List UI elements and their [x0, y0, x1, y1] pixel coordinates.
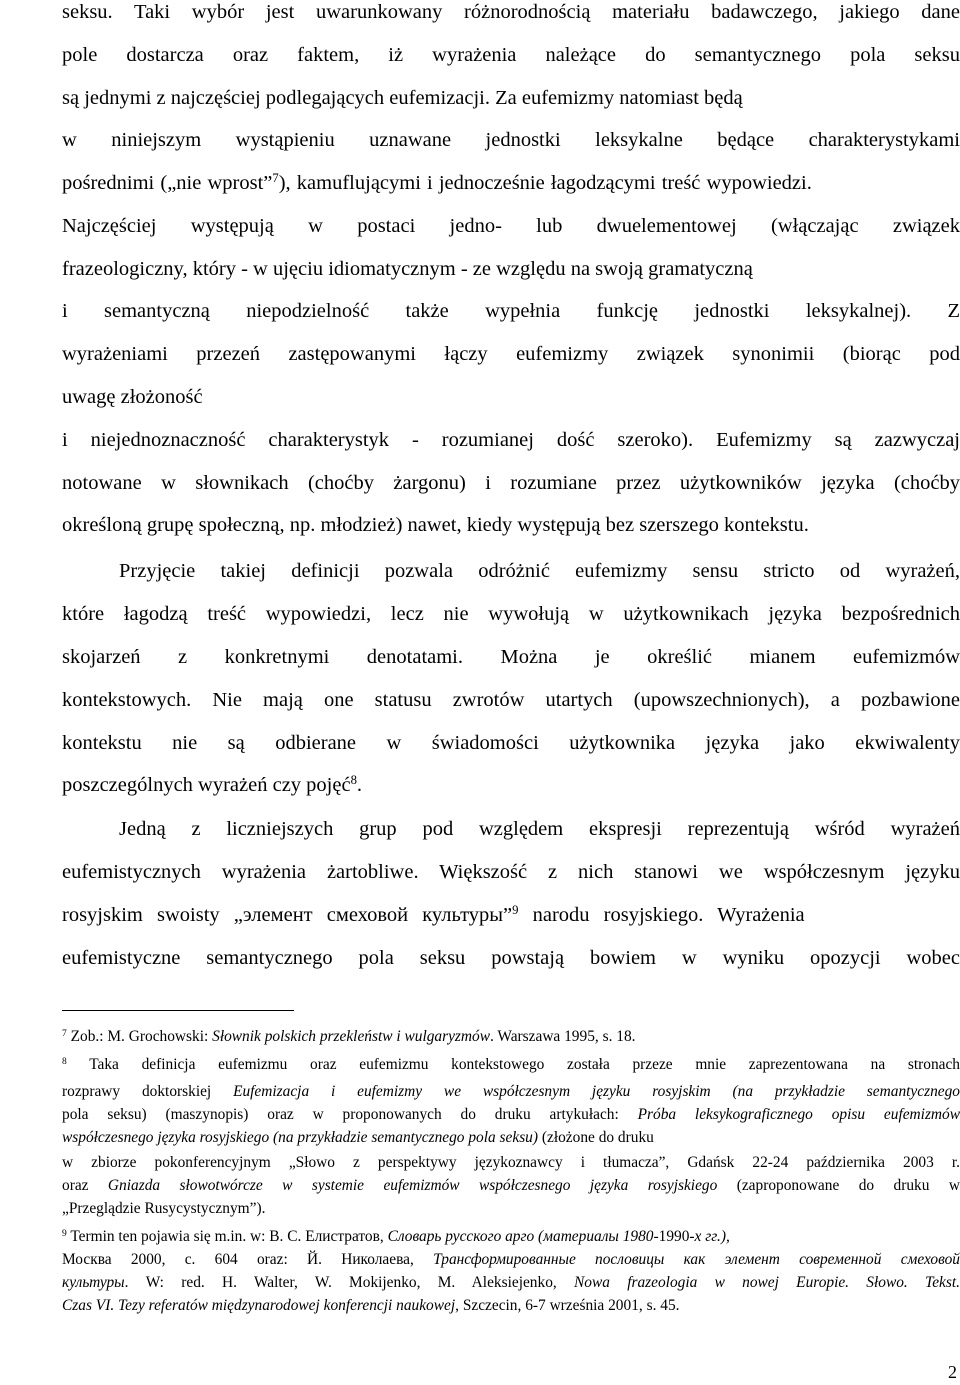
body-text: pośrednimi („nie wprost” — [62, 172, 273, 194]
footnote-9 — [62, 1227, 960, 1246]
body-line: określoną grupę społeczną, np. młodzież) nawet, kiedy występują bez szerszego kontekstu. — [62, 514, 809, 536]
body-line: pole dostarcza oraz faktem, iż wyrażenia należące do semantycznego pola seksu — [62, 44, 960, 66]
footnote-title: х гг.), — [694, 1228, 730, 1245]
footnote-line — [62, 1082, 960, 1101]
footnote-text: (zaproponowane do druku w — [717, 1177, 960, 1194]
footnote-text: (złożone do druku — [538, 1129, 654, 1146]
body-line: frazeologiczny, który - w ujęciu idiomatycznym - ze względu na swoją gramatyczną — [62, 258, 753, 280]
footnote-title: культуры — [62, 1274, 125, 1291]
body-line: które łagodzą treść wypowiedzi, lecz nie wywołują w użytkownikach języka bezpośrednich — [62, 603, 960, 625]
footnote-title: Czas VI. Tezy referatów międzynarodowej konferencji naukowej — [62, 1297, 456, 1314]
footnote-8 — [62, 1055, 960, 1074]
footnote-ref[interactable]: 9 — [512, 903, 519, 918]
footnote-line — [62, 1176, 960, 1195]
footnote-line — [62, 1128, 960, 1147]
body-line: seksu. Taki wybór jest uwarunkowany różnorodnością materiału badawczego, jakiego dane — [62, 1, 960, 23]
body-line: i niejednoznaczność charakterystyk - rozumianej dość szeroko). Eufemizmy są zazwyczaj — [62, 429, 960, 451]
body-text: narodu rosyjskiego. Wyrażenia — [518, 904, 805, 926]
footnote-text: . W: red. H. Walter, W. Mokijenko, M. Aleksiejenko, — [124, 1274, 575, 1291]
body-line: kontekstu nie są odbierane w świadomości użytkownika języka jako ekwiwalenty — [62, 732, 960, 754]
footnote-text: , Szczecin, 6-7 września 2001, s. 45. — [455, 1297, 680, 1314]
footnote-mark: 8 — [62, 1055, 67, 1067]
footnote-title: Eufemizacja i eufemizmy we współczesnym języku rosyjskim (na przykładzie semantycznego — [233, 1083, 960, 1100]
footnote-line: w zbiorze pokonferencyjnym „Słowo z perspektywy językoznawcy i tłumacza”, Gdańsk 22-24 października 2003 r. — [62, 1154, 960, 1171]
body-line: wyrażeniami przezeń zastępowanymi łączy eufemizmy związek synonimii (biorąc pod — [62, 343, 960, 365]
footnote-text: Termin ten pojawia się m.in. w: В. С. Елистратов, — [66, 1228, 388, 1245]
body-line: Przyjęcie takiej definicji pozwala odróżnić eufemizmy sensu stricto od wyrażeń, — [119, 560, 960, 582]
body-line: w niniejszym wystąpieniu uznawane jednostki leksykalne będące charakterystykami — [62, 129, 960, 151]
footnote-title: Próba leksykograficznego opisu eufemizmów — [637, 1106, 960, 1123]
body-text: ), kamuflującymi i jednocześnie łagodzącymi treść wypowiedzi. — [278, 172, 812, 194]
body-line: uwagę złożoność — [62, 386, 203, 408]
footnote-line — [62, 1296, 960, 1315]
body-line: skojarzeń z konkretnymi denotatami. Można je określić mianem eufemizmów — [62, 646, 960, 668]
footnote-line — [62, 1273, 960, 1292]
footnote-title: Словарь русского арго (материалы 1980 — [387, 1228, 654, 1245]
footnote-text: Москва 2000, с. 604 oraz: Й. Николаева, — [62, 1251, 434, 1268]
footnote-line: „Przeglądzie Rusycystycznym”). — [62, 1200, 266, 1217]
footnote-mark: 9 — [62, 1227, 67, 1239]
footnote-text: . Warszawa 1995, s. 18. — [490, 1028, 636, 1045]
body-line: Najczęściej występują w postaci jedno- lub dwuelementowej (włączając związek — [62, 215, 960, 237]
body-line — [62, 773, 960, 797]
footnote-text: oraz — [62, 1177, 108, 1194]
footnote-title: Трансформированные пословицы как элемент современной смеховой — [433, 1251, 960, 1268]
footnote-title: współczesnego języka rosyjskiego (na przykładzie semantycznego pola seksu) — [62, 1129, 539, 1146]
footnote-line — [62, 1105, 960, 1124]
body-line: notowane w słownikach (choćby żargonu) i rozumiane przez użytkowników języka (choćby — [62, 472, 960, 494]
footnote-line — [62, 1250, 960, 1269]
body-line — [62, 171, 960, 195]
body-text: rosyjskim swoisty „элемент смеховой культуры” — [62, 904, 513, 926]
footnote-text: rozprawy doktorskiej — [62, 1083, 234, 1100]
body-line: eufemistyczne semantycznego pola seksu powstają bowiem w wyniku opozycji wobec — [62, 947, 960, 969]
footnote-title: Słownik polskich przekleństw i wulgaryzmów — [212, 1028, 490, 1045]
footnote-title: Nowa frazeologia w nowej Europie. Słowo. Tekst. — [574, 1274, 960, 1291]
body-line: i semantyczną niepodzielność także wypełnia funkcję jednostki leksykalnej). Z — [62, 300, 960, 322]
body-line — [62, 903, 960, 927]
body-line: są jednymi z najczęściej podlegających eufemizacji. Za eufemizmy natomiast będą — [62, 87, 743, 109]
footnote-title: Gniazda słowotwórcze w systemie eufemizmów współczesnego języka rosyjskiego — [107, 1177, 718, 1194]
body-line: Jedną z liczniejszych grup pod względem ekspresji reprezentują wśród wyrażeń — [119, 818, 960, 840]
footnote-text: Zob.: M. Grochowski: — [66, 1028, 213, 1045]
body-text: poszczególnych wyrażeń czy pojęć — [62, 774, 351, 796]
footnote-separator — [62, 1010, 294, 1011]
body-line: kontekstowych. Nie mają one statusu zwrotów utartych (upowszechnionych), a pozbawione — [62, 689, 960, 711]
page-number: 2 — [948, 1362, 957, 1382]
footnote-7 — [62, 1027, 960, 1046]
body-line: eufemistycznych wyrażenia żartobliwe. Większość z nich stanowi we współczesnym języku — [62, 861, 960, 883]
footnote-ref[interactable]: 8 — [350, 773, 357, 788]
footnote-text: pola seksu) (maszynopis) oraz w proponowanych do druku artykułach: — [62, 1106, 638, 1123]
footnote-text: Taka definicja eufemizmu oraz eufemizmu kontekstowego została przeze mnie zaprezentowana na stronach — [66, 1056, 960, 1073]
footnote-text: -1990- — [653, 1228, 695, 1245]
footnote-mark: 7 — [62, 1027, 67, 1039]
body-text: . — [356, 774, 363, 796]
footnote-ref[interactable]: 7 — [272, 171, 279, 186]
